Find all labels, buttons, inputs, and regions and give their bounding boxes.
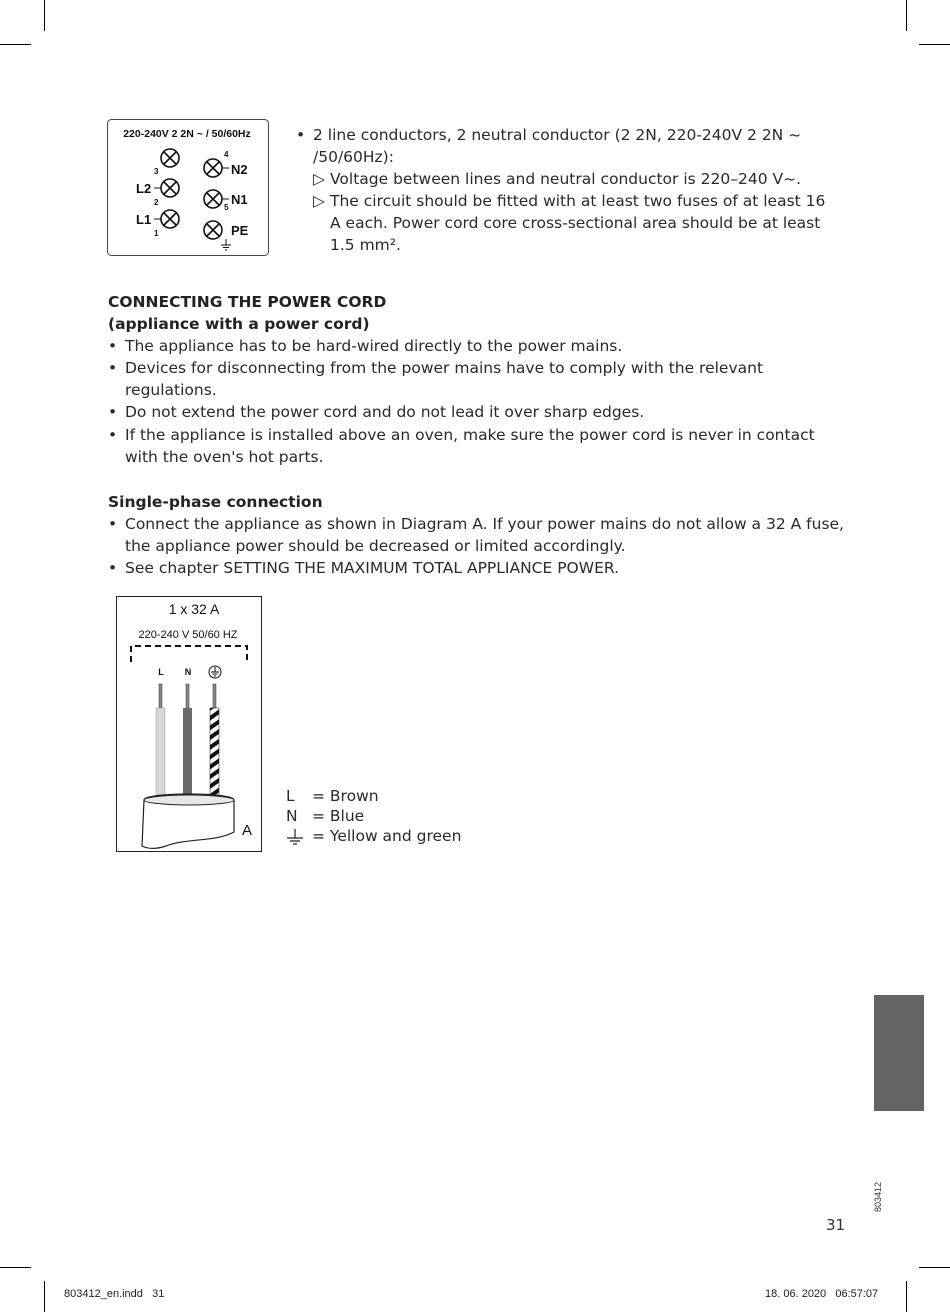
crop-mark: [919, 44, 950, 45]
triangle-icon: ▷: [313, 192, 325, 210]
terminal-label-n1: N1: [231, 192, 248, 207]
crop-mark: [906, 1281, 907, 1312]
crop-mark: [44, 0, 45, 31]
list-item: • Do not extend the power cord and do not lead it over sharp edges.: [108, 403, 645, 421]
terminal-number: 2: [154, 198, 159, 207]
side-code: 803412: [873, 1181, 883, 1213]
terminal-diagram-svg: [107, 119, 269, 256]
power-cord-subheading: (appliance with a power cord): [108, 315, 370, 333]
wire-n-label: N: [184, 667, 192, 677]
footer-left: 803412_en.indd 31: [64, 1288, 165, 1300]
wire-l-label: L: [158, 667, 164, 677]
crop-mark: [44, 1281, 45, 1312]
intro-bullet: • 2 line conductors, 2 neutral conductor (2 2N, 220-240V 2 2N ~ /50/60Hz): ▷ Voltage between lines and neutral conductor is 220–240 V~. ▷ The circuit should be fitted with at least two fuses of at least 16 A each. Power cord core cross-sectional area should be at least 1.5 mm².: [296, 124, 836, 256]
legend: [286, 786, 586, 846]
terminal-number: 3: [154, 167, 159, 176]
footer-right: 18. 06. 2020 06:57:07: [765, 1288, 879, 1300]
terminal-diagram: [107, 119, 269, 256]
terminal-number: 4: [224, 150, 229, 159]
list-item: • The appliance has to be hard-wired directly to the power mains.: [108, 337, 623, 355]
fuse-label: 1 x 32 A: [168, 601, 220, 617]
legend-row: N = Blue: [286, 807, 365, 825]
terminal-number: 1: [154, 229, 159, 238]
legend-row: L = Brown: [286, 787, 379, 805]
list-item: • See chapter SETTING THE MAXIMUM TOTAL APPLIANCE POWER.: [108, 559, 620, 577]
legend-row: = Yellow and green: [286, 826, 586, 846]
wire-earth: [210, 708, 219, 800]
list-item: • If the appliance is installed above an oven, make sure the power cord is never in contact with the oven's hot parts.: [108, 426, 815, 466]
crop-mark: [919, 1267, 950, 1268]
terminal-label-n2: N2: [231, 162, 248, 177]
intro-sub-2: ▷ The circuit should be fitted with at least two fuses of at least 16 A each. Power cord core cross-sectional area should be at least 1.5 mm².: [313, 192, 826, 254]
list-item: • Devices for disconnecting from the power mains have to comply with the relevant regulations.: [108, 359, 764, 399]
terminal-number: 5: [224, 203, 229, 212]
triangle-icon: ▷: [313, 170, 325, 188]
wire-blue: [183, 708, 192, 800]
diagram-a-svg: [116, 596, 263, 853]
list-item: • Connect the appliance as shown in Diagram A. If your power mains do not allow a 32 A fuse, the appliance power should be decreased or limited accordingly.: [108, 515, 844, 555]
terminal-header: 220-240V 2 2N ~ / 50/60Hz: [123, 128, 251, 140]
intro-bullet-text: 2 line conductors, 2 neutral conductor (2 2N, 220-240V 2 2N ~ /50/60Hz):: [313, 126, 802, 166]
crop-mark: [906, 0, 907, 31]
power-cord-heading: CONNECTING THE POWER CORD: [108, 293, 387, 311]
ground-icon: [286, 828, 304, 846]
crop-mark: [0, 44, 31, 45]
wire-brown: [156, 708, 165, 800]
intro-sub-1: ▷ Voltage between lines and neutral conductor is 220–240 V~.: [313, 170, 801, 188]
crop-mark: [0, 1267, 31, 1268]
diagram-letter: A: [241, 822, 253, 839]
terminal-label-pe: PE: [231, 223, 249, 238]
diagram-a: [116, 596, 263, 853]
terminal-label-l2: L2: [136, 181, 152, 196]
voltage-label: 220-240 V 50/60 HZ: [138, 629, 238, 641]
terminal-label-l1: L1: [136, 212, 152, 227]
single-phase-heading: Single-phase connection: [108, 493, 323, 511]
side-tab: [874, 995, 924, 1111]
page-number: 31: [826, 1216, 846, 1234]
